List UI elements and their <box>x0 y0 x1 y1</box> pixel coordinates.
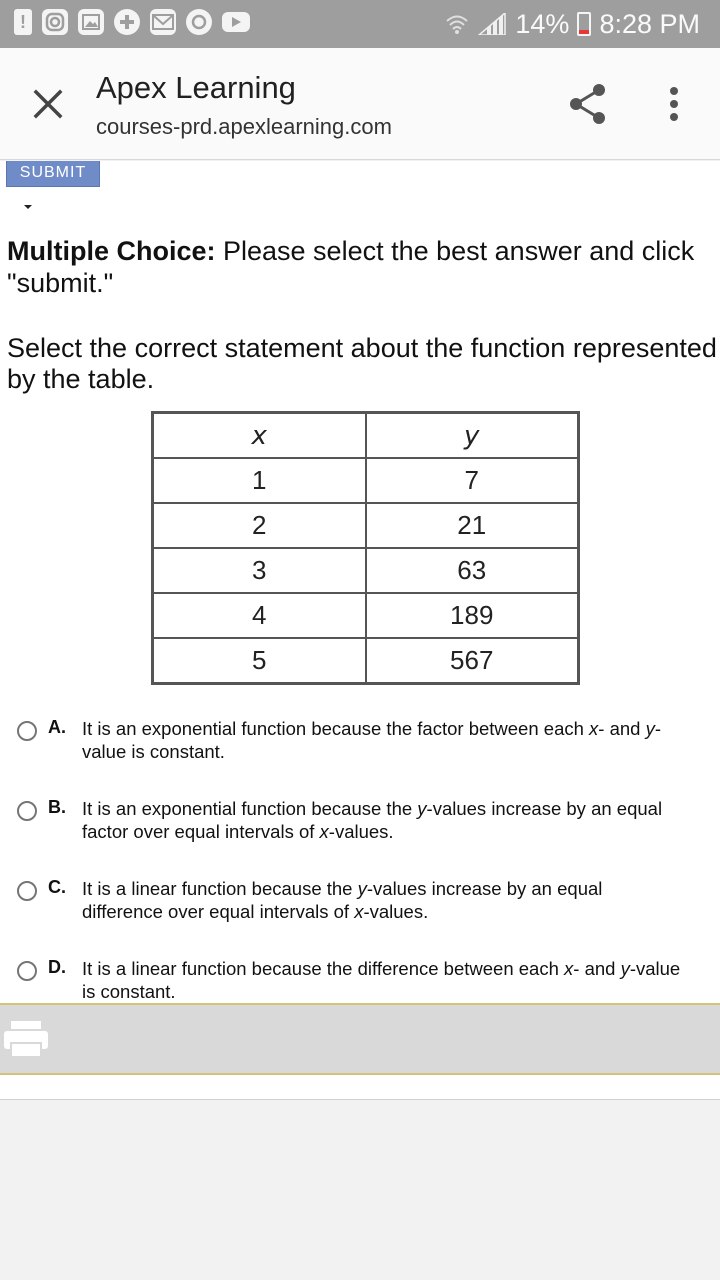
table-row <box>153 548 578 593</box>
table-cell: 7 <box>366 458 579 503</box>
status-bar <box>0 0 720 48</box>
page-content <box>0 161 720 1100</box>
more-options-icon[interactable] <box>660 84 688 124</box>
status-right <box>445 0 700 48</box>
mail-icon <box>150 9 176 35</box>
option-c[interactable] <box>0 873 720 933</box>
radio-button[interactable] <box>17 961 37 981</box>
radio-button[interactable] <box>17 801 37 821</box>
gallery-icon <box>78 9 104 35</box>
table-cell: 567 <box>366 638 579 683</box>
instructions-text: Please select the best answer and click "submit." <box>7 236 695 298</box>
instructions <box>7 235 707 299</box>
submit-button[interactable]: SUBMIT <box>6 161 100 187</box>
table-cell: 21 <box>366 503 579 548</box>
table-header-y: y <box>366 413 579 458</box>
option-a[interactable] <box>0 713 720 773</box>
custom-tab-bar <box>0 48 720 160</box>
table-cell: 63 <box>366 548 579 593</box>
instructions-label: Multiple Choice: <box>7 236 216 266</box>
instagram-icon <box>42 9 68 35</box>
option-letter: D. <box>48 957 66 977</box>
option-text: It is a linear function because the difference between each x- and y-value is constant. <box>82 958 681 1002</box>
table-cell: 4 <box>153 593 366 638</box>
table-row <box>153 503 578 548</box>
clock: 8:28 PM <box>599 8 700 39</box>
option-letter: A. <box>48 717 66 737</box>
page-title: Apex Learning <box>96 70 296 105</box>
plus-icon <box>114 9 140 35</box>
sync-icon <box>186 9 212 35</box>
table-header-x: x <box>153 413 366 458</box>
page-footer <box>0 1075 720 1100</box>
option-text: It is an exponential function because the y-values increase by an equal factor over equal intervals of x-values. <box>82 798 663 842</box>
radio-button[interactable] <box>17 721 37 741</box>
wifi-icon <box>445 13 469 35</box>
option-text: It is an exponential function because the factor between each x- and y- value is constant. <box>82 718 662 762</box>
option-letter: C. <box>48 877 66 897</box>
table-cell: 2 <box>153 503 366 548</box>
table-row <box>153 638 578 683</box>
table-row <box>153 458 578 503</box>
signal-icon <box>477 13 507 35</box>
close-icon[interactable] <box>28 84 68 124</box>
table-cell: 5 <box>153 638 366 683</box>
function-table <box>151 411 580 685</box>
table-cell: 3 <box>153 548 366 593</box>
youtube-icon <box>222 12 250 32</box>
battery-icon <box>577 12 591 36</box>
caret-icon <box>24 205 32 209</box>
option-b[interactable] <box>0 793 720 853</box>
bottom-toolbar <box>0 1003 720 1075</box>
option-letter: B. <box>48 797 66 817</box>
share-icon[interactable] <box>566 82 610 126</box>
table-cell: 189 <box>366 593 579 638</box>
print-icon[interactable] <box>2 1019 50 1059</box>
notification-icons <box>14 9 250 35</box>
table-cell: 1 <box>153 458 366 503</box>
radio-button[interactable] <box>17 881 37 901</box>
battery-percent: 14% <box>515 8 570 39</box>
table-header-row <box>153 413 578 458</box>
question-text: Select the correct statement about the function represented by the table. <box>7 333 717 394</box>
table-row <box>153 593 578 638</box>
page-url: courses-prd.apexlearning.com <box>96 114 392 139</box>
alert-icon: ! <box>14 9 32 35</box>
option-text: It is a linear function because the y-values increase by an equal difference over equal intervals of x-values. <box>82 878 603 922</box>
